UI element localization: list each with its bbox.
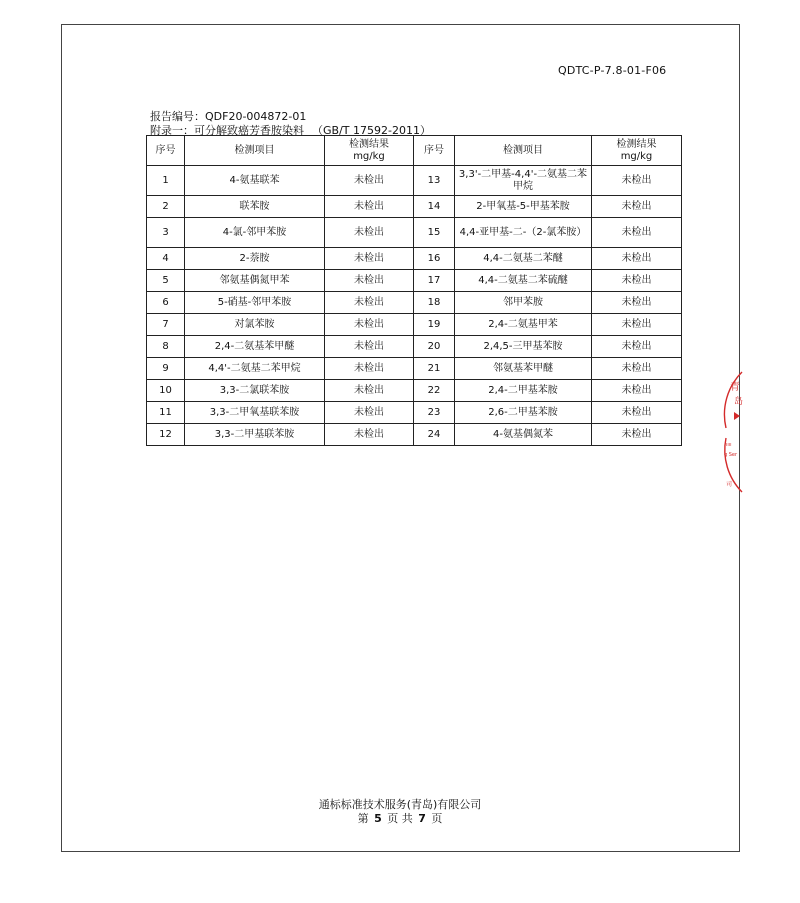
test-result: 未检出 (325, 292, 414, 314)
svg-text:青: 青 (730, 382, 740, 393)
document-code: QDTC-P-7.8-01-F06 (558, 64, 667, 77)
table-row (147, 402, 682, 424)
test-item: 联苯胺 (185, 196, 325, 218)
row-number: 6 (147, 292, 185, 314)
test-result: 未检出 (325, 336, 414, 358)
row-number: 23 (414, 402, 455, 424)
row-number: 12 (147, 424, 185, 446)
test-item: 邻甲苯胺 (455, 292, 592, 314)
table-row (147, 292, 682, 314)
test-item: 4-氨基联苯 (185, 166, 325, 196)
test-result: 未检出 (592, 166, 682, 196)
report-number: 报告编号：QDF20-004872-01 (150, 110, 307, 123)
footer-company: 通标标准技术服务(青岛)有限公司 (318, 798, 482, 811)
page-mid: 页 共 (387, 812, 413, 825)
svg-text:司: 司 (726, 481, 733, 488)
row-number: 7 (147, 314, 185, 336)
test-item: 2-萘胺 (185, 248, 325, 270)
table-row (147, 424, 682, 446)
page-suffix: 页 (431, 812, 443, 825)
test-result: 未检出 (325, 314, 414, 336)
test-item: 3,3-二氯联苯胺 (185, 380, 325, 402)
test-item: 2,4-二甲基苯胺 (455, 380, 592, 402)
test-item: 4-氯-邻甲苯胺 (185, 218, 325, 248)
svg-text:岛: 岛 (734, 397, 744, 407)
test-item: 2,6-二甲基苯胺 (455, 402, 592, 424)
test-item: 3,3-二甲基联苯胺 (185, 424, 325, 446)
row-number: 2 (147, 196, 185, 218)
test-item: 2-甲氧基-5-甲基苯胺 (455, 196, 592, 218)
svg-text:g Ser: g Ser (724, 452, 738, 458)
test-result: 未检出 (325, 218, 414, 248)
row-number: 20 (414, 336, 455, 358)
table-row (147, 314, 682, 336)
test-item: 对氯苯胺 (185, 314, 325, 336)
test-item: 4,4'-二氨基二苯甲烷 (185, 358, 325, 380)
header-col-item-left: 检测项目 (185, 136, 325, 166)
test-result: 未检出 (592, 314, 682, 336)
results-table (146, 135, 682, 446)
appendix-title: 附录一：可分解致癌芳香胺染料 (150, 124, 304, 137)
test-result: 未检出 (325, 358, 414, 380)
test-result: 未检出 (325, 166, 414, 196)
test-result: 未检出 (592, 358, 682, 380)
test-item: 4-氨基偶氮苯 (455, 424, 592, 446)
partial-red-seal (722, 368, 742, 496)
table-body (147, 166, 682, 446)
test-result: 未检出 (592, 424, 682, 446)
test-item: 4,4-亚甲基-二-（2-氯苯胺） (455, 218, 592, 248)
table-row (147, 270, 682, 292)
table-row (147, 336, 682, 358)
header-col-item-right: 检测项目 (455, 136, 592, 166)
row-number: 19 (414, 314, 455, 336)
row-number: 5 (147, 270, 185, 292)
row-number: 16 (414, 248, 455, 270)
test-item: 3,3-二甲氧基联苯胺 (185, 402, 325, 424)
header-col-result-left: 检测结果 mg/kg (325, 136, 414, 166)
test-item: 邻氨基偶氮甲苯 (185, 270, 325, 292)
table-row (147, 196, 682, 218)
row-number: 21 (414, 358, 455, 380)
page-prefix: 第 (357, 812, 369, 825)
test-result: 未检出 (592, 402, 682, 424)
appendix-standard: （GB/T 17592-2011） (312, 124, 431, 137)
row-number: 18 (414, 292, 455, 314)
row-number: 14 (414, 196, 455, 218)
page-total: 7 (418, 812, 426, 825)
test-item: 邻氨基苯甲醚 (455, 358, 592, 380)
header-col-no-right: 序号 (414, 136, 455, 166)
test-item: 5-硝基-邻甲苯胺 (185, 292, 325, 314)
table-row (147, 358, 682, 380)
test-result: 未检出 (325, 424, 414, 446)
test-item: 4,4-二氨基二苯硫醚 (455, 270, 592, 292)
footer-page-number (0, 810, 800, 826)
row-number: 15 (414, 218, 455, 248)
row-number: 13 (414, 166, 455, 196)
test-item: 3,3'-二甲基-4,4'-二氨基二苯甲烷 (455, 166, 592, 196)
table-row (147, 248, 682, 270)
test-item: 4,4-二氨基二苯醚 (455, 248, 592, 270)
row-number: 17 (414, 270, 455, 292)
test-result: 未检出 (592, 218, 682, 248)
test-result: 未检出 (592, 270, 682, 292)
test-result: 未检出 (325, 402, 414, 424)
test-result: 未检出 (325, 270, 414, 292)
row-number: 4 (147, 248, 185, 270)
row-number: 11 (147, 402, 185, 424)
page-current: 5 (374, 812, 382, 825)
row-number: 10 (147, 380, 185, 402)
test-result: 未检出 (592, 292, 682, 314)
header-col-no-left: 序号 (147, 136, 185, 166)
table-header-row (147, 136, 682, 166)
test-result: 未检出 (592, 380, 682, 402)
row-number: 24 (414, 424, 455, 446)
test-result: 未检出 (592, 196, 682, 218)
test-result: 未检出 (325, 248, 414, 270)
test-item: 2,4,5-三甲基苯胺 (455, 336, 592, 358)
test-result: 未检出 (592, 336, 682, 358)
test-result: 未检出 (592, 248, 682, 270)
test-result: 未检出 (325, 196, 414, 218)
row-number: 1 (147, 166, 185, 196)
test-result: 未检出 (325, 380, 414, 402)
table-row (147, 166, 682, 196)
row-number: 3 (147, 218, 185, 248)
test-item: 2,4-二氨基苯甲醚 (185, 336, 325, 358)
header-col-result-right: 检测结果 mg/kg (592, 136, 682, 166)
svg-text:ıııı: ıııı (726, 442, 732, 448)
test-item: 2,4-二氨基甲苯 (455, 314, 592, 336)
row-number: 22 (414, 380, 455, 402)
table-row (147, 380, 682, 402)
table-row (147, 218, 682, 248)
row-number: 9 (147, 358, 185, 380)
row-number: 8 (147, 336, 185, 358)
